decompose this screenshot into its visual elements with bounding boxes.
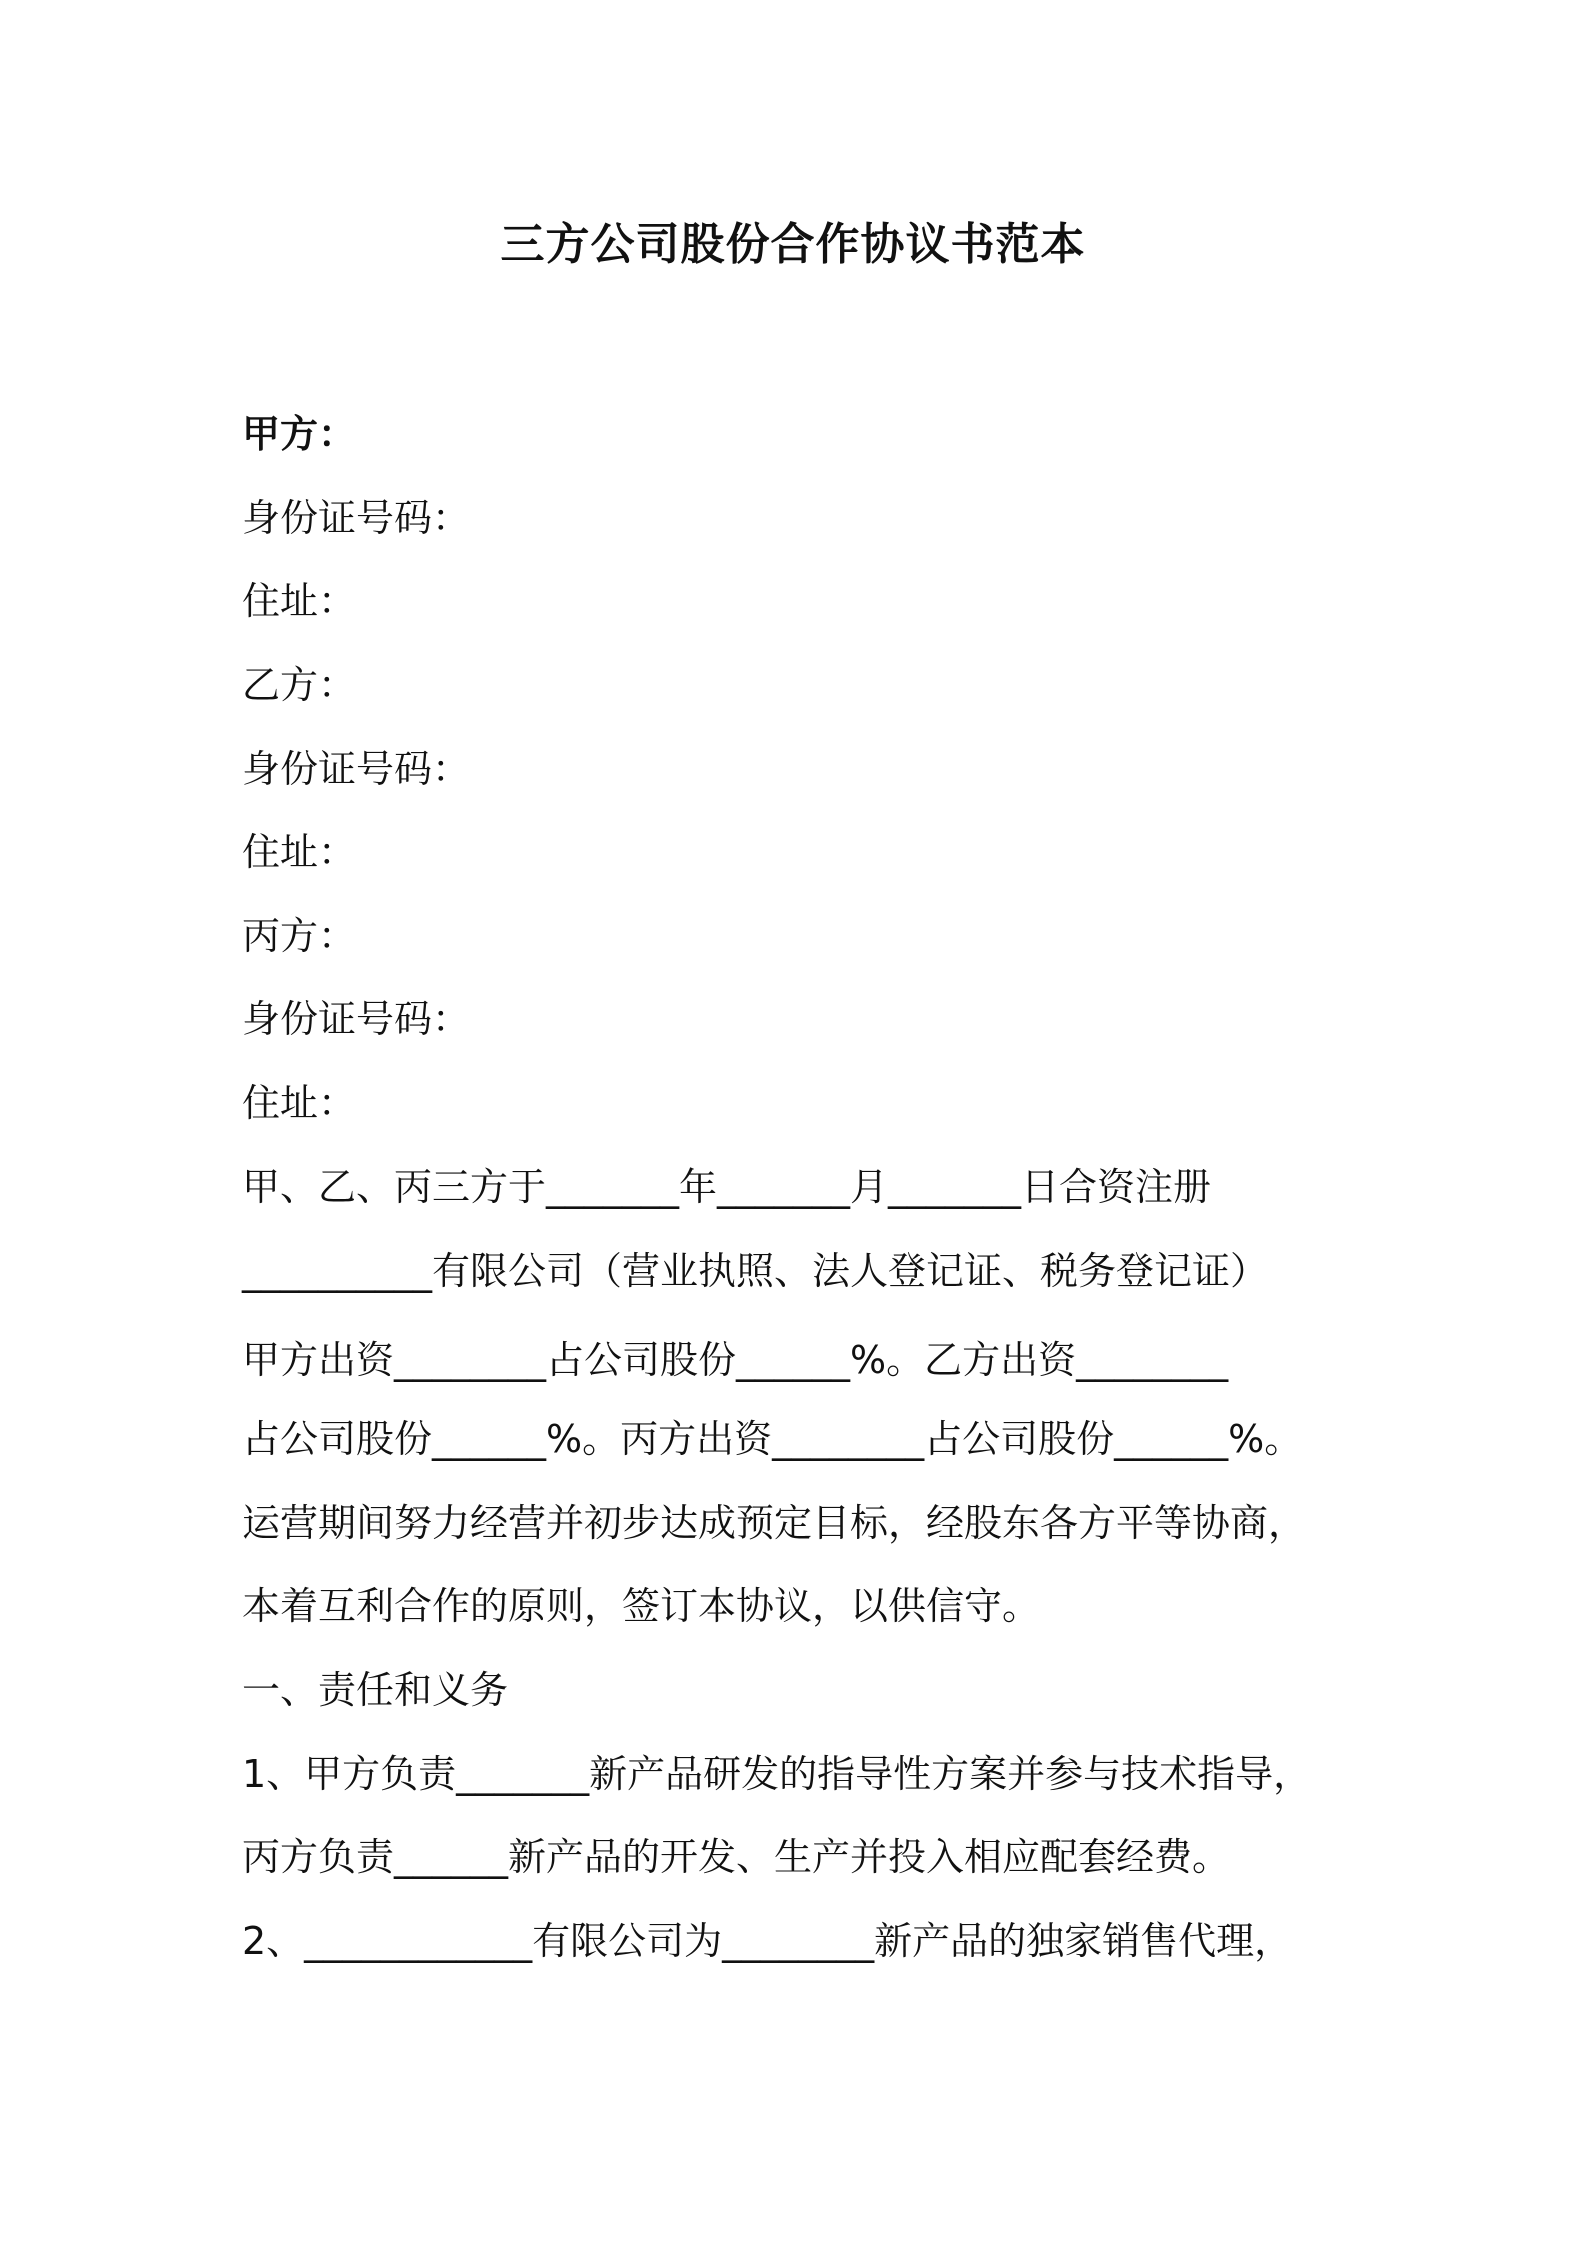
body-line: 甲方出资________占公司股份______%。乙方出资________ bbox=[242, 1338, 1229, 1382]
party-c-id-label: 身份证号码： bbox=[242, 997, 471, 1041]
party-a-address-label: 住址： bbox=[242, 579, 357, 623]
party-b-id-label: 身份证号码： bbox=[242, 747, 471, 791]
body-line: 2、____________有限公司为________新产品的独家销售代理， bbox=[242, 1919, 1293, 1963]
body-line: 甲、乙、丙三方于_______年_______月_______日合资注册 bbox=[242, 1165, 1212, 1209]
party-b-label: 乙方： bbox=[242, 663, 357, 707]
party-c-address-label: 住址： bbox=[242, 1081, 357, 1125]
section-heading: 一、责任和义务 bbox=[242, 1668, 509, 1712]
party-a-id-label: 身份证号码： bbox=[242, 496, 471, 540]
body-line: 丙方负责______新产品的开发、生产并投入相应配套经费。 bbox=[242, 1835, 1231, 1879]
party-c-label: 丙方： bbox=[242, 914, 357, 958]
party-a-label: 甲方： bbox=[242, 412, 357, 456]
body-line: __________有限公司（营业执照、法人登记证、税务登记证） bbox=[242, 1249, 1269, 1293]
body-line: 本着互利合作的原则，签订本协议，以供信守。 bbox=[242, 1584, 1041, 1628]
body-line: 运营期间努力经营并初步达成预定目标，经股东各方平等协商， bbox=[242, 1501, 1307, 1545]
document-title: 三方公司股份合作协议书范本 bbox=[500, 219, 1086, 270]
body-line: 占公司股份______%。丙方出资________占公司股份______%。 bbox=[242, 1417, 1303, 1461]
body-line: 1、甲方负责_______新产品研发的指导性方案并参与技术指导， bbox=[242, 1752, 1312, 1796]
party-b-address-label: 住址： bbox=[242, 830, 357, 874]
